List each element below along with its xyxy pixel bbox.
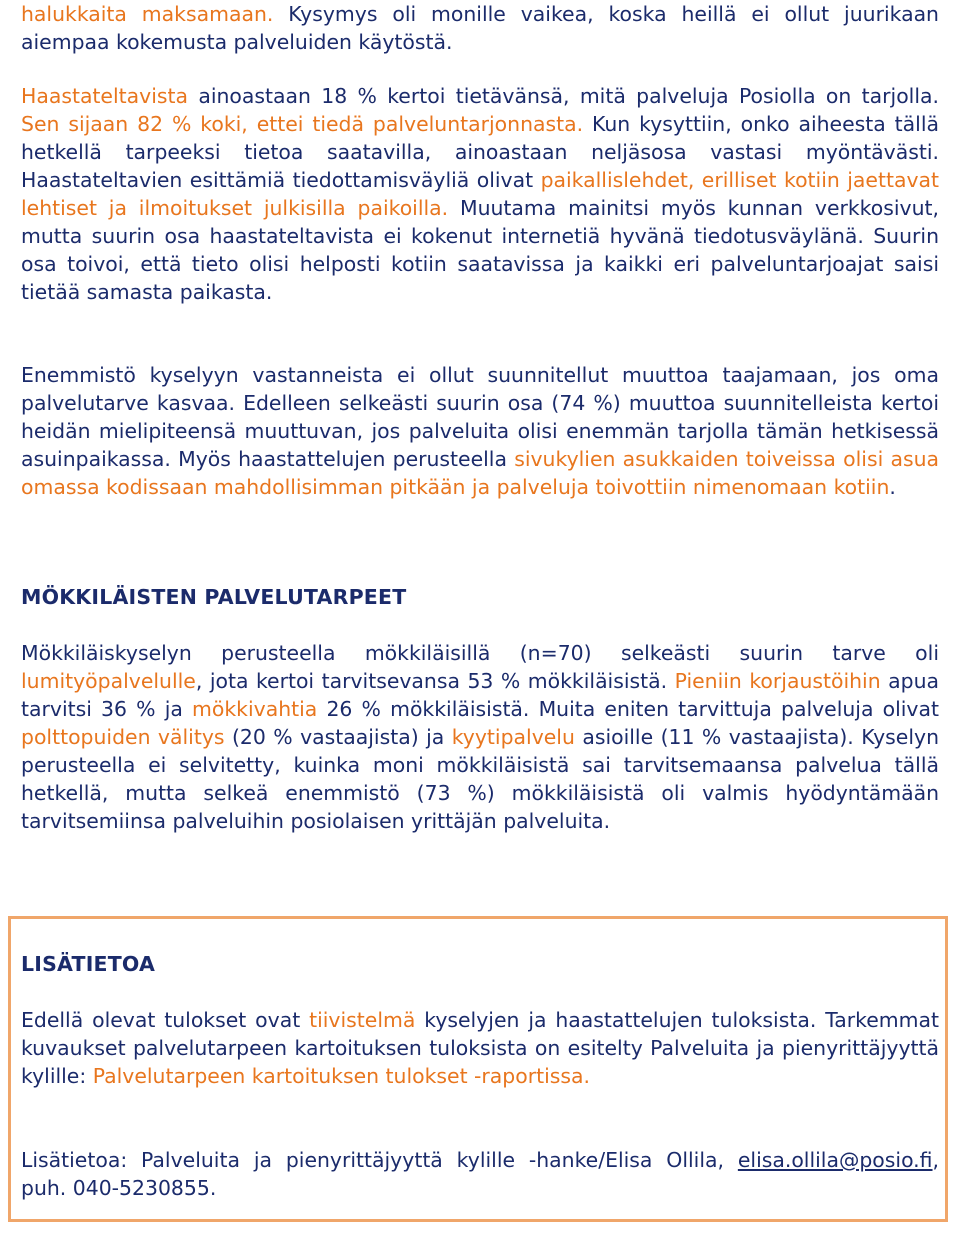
body-text: (20 % vastaajista) ja (224, 725, 452, 749)
section-heading-more-info: LISÄTIETOA (21, 952, 156, 976)
highlight-text: Haastateltavista (21, 84, 188, 108)
body-text: Mökkiläiskyselyn perusteella mökkiläisillä (n=70) selkeästi suurin tarve oli (21, 641, 939, 665)
body-text: Lisätietoa: Palveluita ja pienyrittäjyyttä kylille -hanke/Elisa Ollila, (21, 1148, 738, 1172)
body-text: Kun kysyttiin, onko aiheesta tällä hetkellä tarpeeksi tietoa saatavilla, ainoastaan neljäsosa vastasi myöntävästi. (21, 112, 939, 164)
body-text: 26 % mökkiläisistä. Muita eniten tarvittuja palveluja olivat (317, 697, 939, 721)
highlight-text: Pieniin korjaustöihin (674, 669, 881, 693)
body-text: kyselyjen ja haastattelujen tuloksista. Tarkemmat kuvaukset palvelutarpeen kartoituksen tuloksista on esitelty Palveluita ja pienyrittäjyyttä kylille: (21, 1008, 939, 1088)
body-text: apua tarvitsi 36 % ja (21, 669, 939, 721)
body-text: ainoastaan 18 % kertoi tietävänsä, mitä palveluja Posiolla on tarjolla. (187, 84, 939, 108)
paragraph-contact (21, 1146, 939, 1202)
email-link[interactable]: elisa.ollila@posio.fi (737, 1148, 933, 1172)
highlight-text: Sen sijaan 82 % koki, ettei tiedä palveluntarjonnasta. (21, 112, 584, 136)
highlight-text: polttopuiden välitys (21, 725, 225, 749)
report-link-text: Palvelutarpeen kartoituksen tulokset -raportissa. (92, 1064, 590, 1088)
paragraph-intro-end (21, 0, 939, 56)
body-text: asioille (11 % vastaajista). Kyselyn perusteella ei selvitetty, kuinka moni mökkiläisistä sai tarvitsemaansa palvelua tällä hetkellä, mutta selkeä enemmistö (73 %) mökkiläisistä oli valmis hyödyntämään tarvitsemiinsa palveluihin posiolaisen yrittäjän palveluita. (21, 725, 939, 833)
paragraph-cottage-needs (21, 639, 939, 835)
highlight-text: tiivistelmä (309, 1008, 416, 1032)
paragraph-awareness (21, 82, 939, 306)
highlight-text: paikallislehdet, erilliset kotiin jaettavat lehtiset ja ilmoitukset julkisilla paikoilla. (21, 168, 940, 220)
body-text: Edellä olevat tulokset ovat (21, 1008, 310, 1032)
paragraph-more-info (21, 1006, 939, 1090)
body-text: Haastateltavien esittämiä tiedottamisväyliä olivat (21, 168, 534, 192)
body-text: , jota kertoi tarvitsevansa 53 % mökkiläisistä. (195, 669, 675, 693)
highlight-text: lumityöpalvelulle (21, 669, 196, 693)
highlight-text: kyytipalvelu (451, 725, 575, 749)
body-text: Enemmistö kyselyyn vastanneista ei ollut suunnitellut muuttoa taajamaan, jos oma palvelutarve kasvaa. Edelleen selkeästi suurin osa (74 %) muuttoa suunnitelleista kertoi heidän mielipiteensä muuttuvan, jos palveluita olisi enemmän tarjolla tämän hetkisessä asuinpaikassa. Myös haastattelujen perusteella (21, 363, 939, 471)
highlight-text: mökkivahtia (192, 697, 318, 721)
paragraph-moving (21, 361, 939, 501)
body-text: . (889, 475, 896, 499)
body-text: , puh. 040-5230855. (21, 1148, 939, 1200)
highlight-text: halukkaita maksamaan. (21, 2, 274, 26)
highlight-text: sivukylien asukkaiden toiveissa olisi asua omassa kodissaan mahdollisimman pitkään ja palveluja toivottiin nimenomaan kotiin (21, 447, 940, 499)
section-heading-cottage-needs: MÖKKILÄISTEN PALVELUTARPEET (21, 585, 407, 609)
body-text: Kysymys oli monille vaikea, koska heillä ei ollut juurikaan aiempaa kokemusta palveluiden käytöstä. (21, 2, 939, 54)
body-text: Muutama mainitsi myös kunnan verkkosivut, mutta suurin osa haastateltavista ei kokenut internetiä hyvänä tiedotusväylänä. Suurin osa toivoi, että tieto olisi helposti kotiin saatavissa ja kaikki eri palveluntarjoajat saisi tietää samasta paikasta. (21, 196, 939, 304)
